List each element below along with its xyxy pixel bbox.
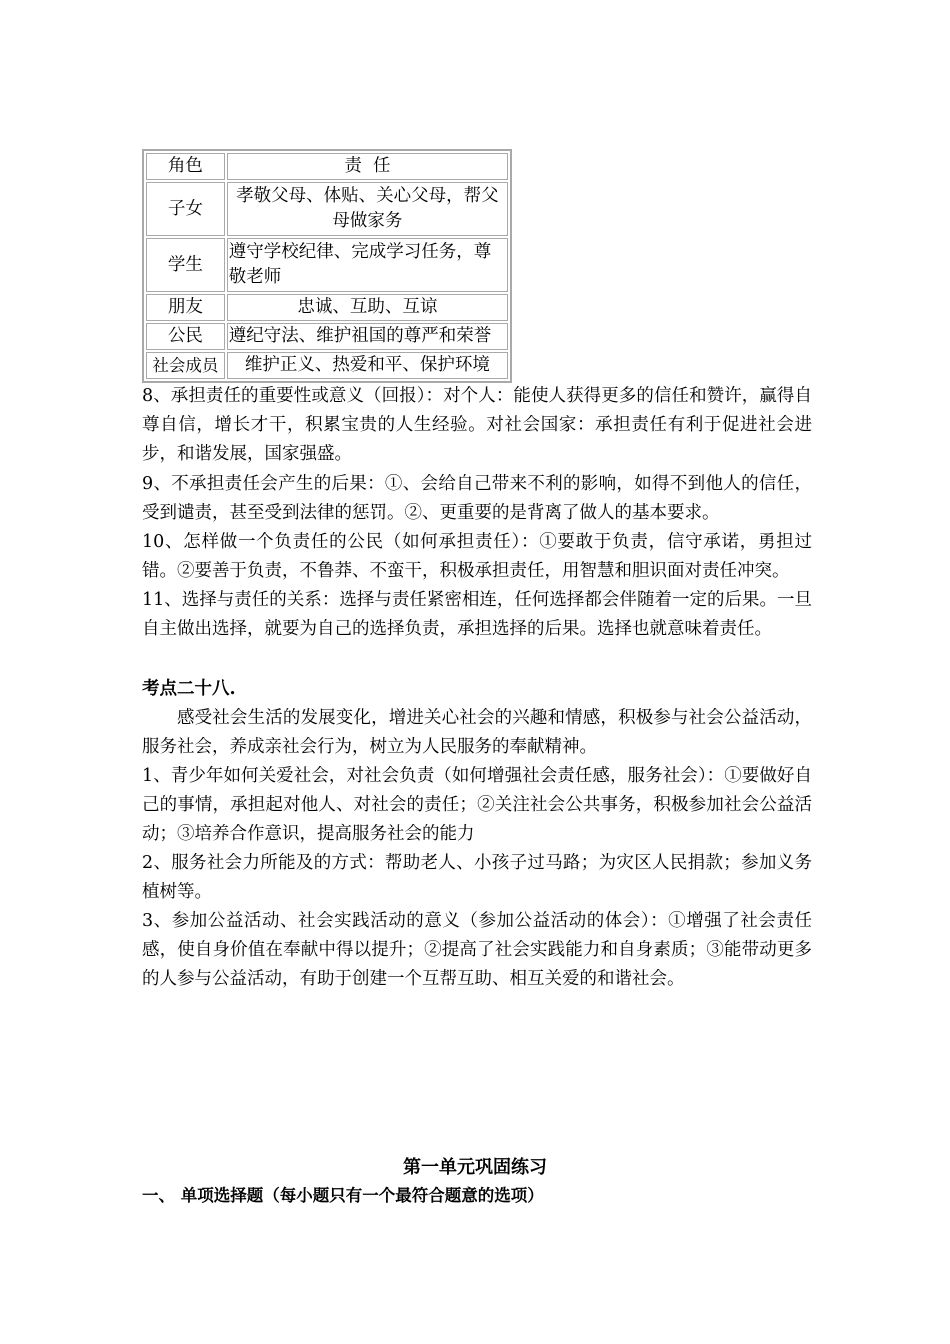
table-header-responsibility: 责 任 [227, 153, 508, 180]
table-row [146, 323, 508, 350]
kaodian-intro: 感受社会生活的发展变化，增进关心社会的兴趣和情感，积极参与社会公益活动，服务社会，养成亲社会行为，树立为人民服务的奉献精神。 [142, 708, 812, 757]
section-title: 一、 单项选择题（每小题只有一个最符合题意的选项） [142, 1186, 544, 1205]
table-cell-responsibility: 遵纪守法、维护祖国的尊严和荣誉 [227, 323, 508, 350]
kaodian-item-2: 2、服务社会力所能及的方式：帮助老人、小孩子过马路；为灾区人民捐款；参加义务植树等。 [142, 853, 812, 902]
table-cell-role: 公民 [146, 323, 225, 350]
table-header-role: 角色 [146, 153, 225, 180]
table-header-row [146, 153, 508, 180]
table-row [146, 294, 508, 321]
table-cell-responsibility: 忠诚、互助、互谅 [227, 294, 508, 321]
table-row [146, 182, 508, 236]
kaodian-item-1: 1、青少年如何关爱社会，对社会负责（如何增强社会责任感，服务社会）：①要做好自己的事情，承担起对他人、对社会的责任；②关注社会公共事务，积极参加社会公益活动；③培养合作意识，提高服务社会的能力 [142, 766, 812, 844]
point-9-text: 9、不承担责任会产生的后果：①、会给自己带来不利的影响，如得不到他人的信任，受到谴责，甚至受到法律的惩罚。②、更重要的是背离了做人的基本要求。 [142, 474, 812, 523]
kaodian-title: 考点二十八. [142, 679, 236, 699]
table-cell-role: 学生 [146, 238, 225, 292]
point-10-text: 10、怎样做一个负责任的公民（如何承担责任）：①要敢于负责，信守承诺，勇担过错。②要善于负责，不鲁莽、不蛮干，积极承担责任，用智慧和胆识面对责任冲突。 [142, 532, 812, 581]
point-8-text: 8、承担责任的重要性或意义（回报）：对个人：能使人获得更多的信任和赞许，赢得自尊自信，增长才干，积累宝贵的人生经验。对社会国家：承担责任有利于促进社会进步，和谐发展，国家强盛。 [142, 386, 812, 464]
table-cell-role: 子女 [146, 182, 225, 236]
point-11-text: 11、选择与责任的关系：选择与责任紧密相连，任何选择都会伴随着一定的后果。一旦自主做出选择，就要为自己的选择负责，承担选择的后果。选择也就意味着责任。 [142, 590, 812, 639]
role-responsibility-table [142, 149, 512, 383]
kaodian-item-3: 3、参加公益活动、社会实践活动的意义（参加公益活动的体会）：①增强了社会责任感，使自身价值在奉献中得以提升；②提高了社会实践能力和自身素质；③能带动更多的人参与公益活动，有助于创建一个互帮互助、相互关爱的和谐社会。 [142, 911, 812, 989]
table-cell-role: 社会成员 [146, 352, 225, 379]
unit-title: 第一单元巩固练习 [403, 1157, 547, 1178]
table-row [146, 238, 508, 292]
table-cell-responsibility: 孝敬父母、体贴、关心父母，帮父母做家务 [227, 182, 508, 236]
table-cell-responsibility: 维护正义、热爱和平、保护环境 [227, 352, 508, 379]
table-cell-responsibility: 遵守学校纪律、完成学习任务，尊敬老师 [227, 238, 508, 292]
table-cell-role: 朋友 [146, 294, 225, 321]
table-row [146, 352, 508, 379]
